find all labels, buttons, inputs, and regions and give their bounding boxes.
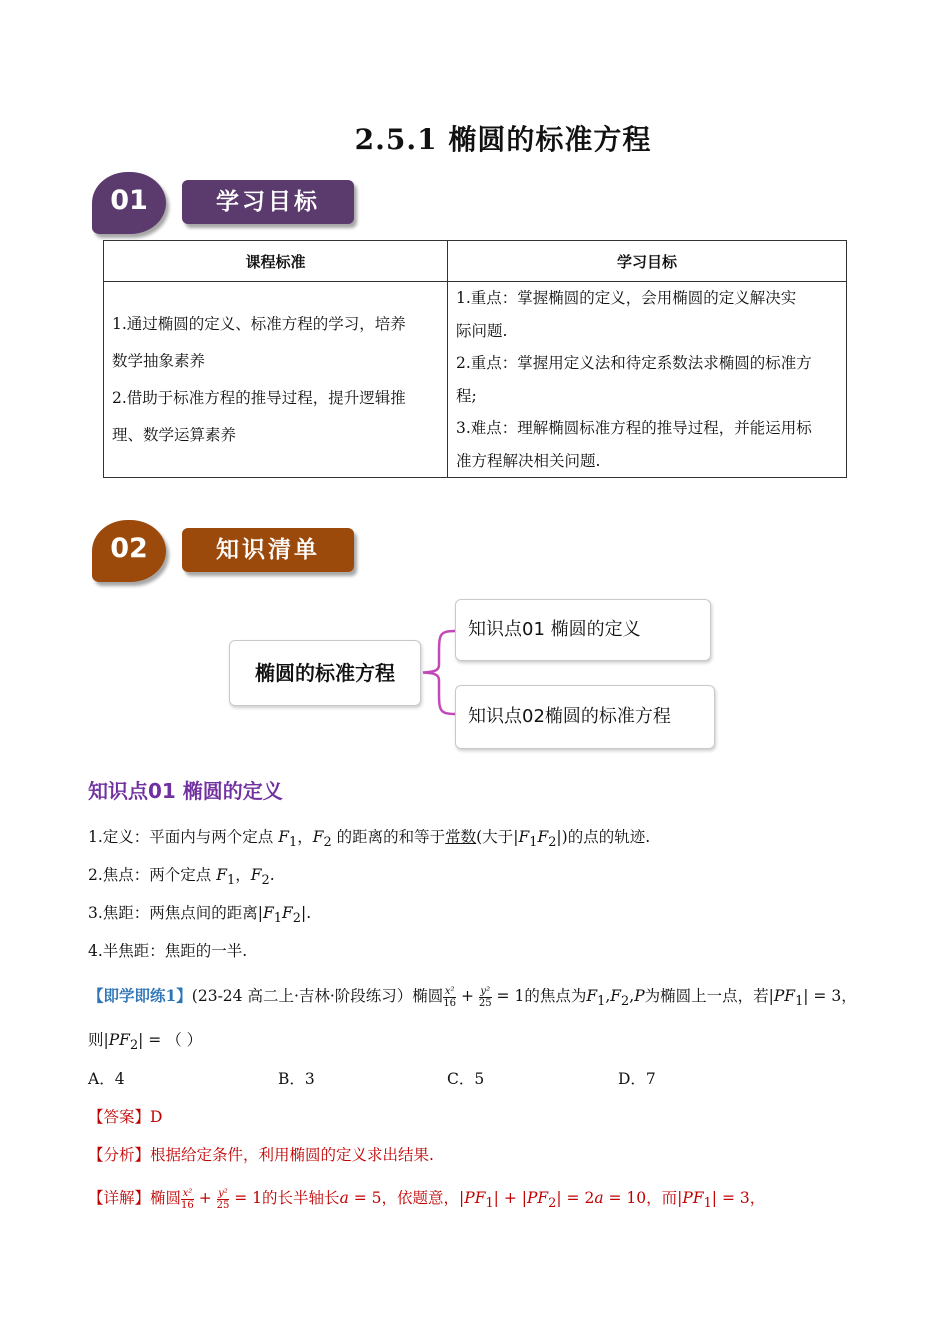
- analysis-line: [88, 1143, 434, 1165]
- exercise-question-line2: 则$|PF_2|$ = （ ）: [88, 1031, 203, 1054]
- text: 3.焦距：两焦点间的距离|: [88, 904, 264, 922]
- mindmap-leaf-label: 知识点02椭圆的标准方程: [468, 706, 671, 727]
- option-a: A．4: [88, 1070, 125, 1088]
- option-c: C．5: [447, 1070, 485, 1088]
- table-header: 课程标准: [104, 241, 448, 282]
- focus-line: 2.焦点：两个定点 $F_1$，$F_2$.: [88, 866, 275, 889]
- text: 椭圆: [150, 1189, 182, 1207]
- exercise-tag: 【即学即练1】: [88, 986, 192, 1005]
- text: 的长半轴长: [262, 1189, 340, 1207]
- section-label: 知识清单: [182, 528, 354, 572]
- cell-line: 2.借助于标准方程的推导过程，提升逻辑推: [112, 388, 406, 407]
- detail-line: 【详解】椭圆 $\frac{\text{x²}}{16}$ + $\frac{\text{y²}}{25}$ = 1的长半轴长a = 5，依题意，$|PF_1| + |PF_2| = 2a = 10$，而$|PF_1| = 3$，: [88, 1187, 766, 1212]
- cell-line: 际问题.: [456, 321, 508, 340]
- section-label: 学习目标: [182, 180, 354, 224]
- answer-tag: 【答案】: [88, 1108, 151, 1126]
- text: ，依题意，: [381, 1189, 460, 1207]
- text: 的焦点为: [524, 987, 587, 1005]
- cell-line: 3.难点：理解椭圆标准方程的推导过程，并能运用标: [456, 419, 812, 437]
- text: 2.焦点：两个定点: [88, 866, 217, 884]
- text: 1.定义：平面内与两个定点: [88, 828, 279, 846]
- cell-line: 准方程解决相关问题.: [456, 451, 601, 470]
- mindmap-leaf-label: 知识点01 椭圆的定义: [468, 619, 641, 640]
- text: ，而: [646, 1189, 678, 1207]
- answer-line: [88, 1105, 162, 1127]
- option-b: B．3: [278, 1070, 315, 1088]
- cell-line: 1.重点：掌握椭圆的定义，会用椭圆的定义解决实: [456, 289, 797, 307]
- text: 为椭圆上一点，若: [644, 987, 769, 1005]
- cell-line: 1.通过椭圆的定义、标准方程的学习，培养: [112, 314, 406, 333]
- section-number-badge: [92, 520, 166, 582]
- mindmap-root: 椭圆的标准方程: [229, 640, 421, 706]
- text: |)的点的轨迹.: [556, 828, 651, 846]
- exercise-question: 【即学即练1】(23-24 高二上·吉林·阶段练习）椭圆 $\frac{\text{x²}}{16}$ + $\frac{\text{y²}}{25}$ = 1的焦点为$F_1,F_2,P$为椭圆上一点，若$|PF_1| = 3$，: [88, 985, 857, 1010]
- table-cell-standards: [104, 282, 448, 478]
- cell-line: 程;: [456, 386, 477, 405]
- table-cell-goals: [448, 282, 847, 478]
- analysis-text: 根据给定条件，利用椭圆的定义求出结果.: [150, 1146, 434, 1164]
- focal-distance-line: 3.焦距：两焦点间的距离$|F_1F_2|$.: [88, 904, 312, 927]
- table-header: 学习目标: [448, 241, 847, 282]
- option-d: D．7: [618, 1070, 656, 1088]
- answer-value: D: [150, 1108, 163, 1126]
- goals-table: [103, 240, 847, 478]
- cell-line: 理、数学运算素养: [112, 425, 237, 444]
- detail-tag: 【详解】: [88, 1189, 151, 1207]
- cell-line: 2.重点：掌握用定义法和待定系数法求椭圆的标准方: [456, 354, 812, 372]
- section-number: 01: [110, 185, 148, 216]
- section-number: 02: [110, 533, 148, 564]
- mindmap-leaf: [455, 685, 715, 749]
- mindmap-leaf: [455, 599, 711, 661]
- mindmap-bracket: [419, 625, 459, 720]
- section-number-badge: [92, 172, 166, 234]
- exercise-source: (23-24 高二上·吉林·阶段练习）椭圆: [191, 987, 444, 1005]
- answer-blank: （ ）: [166, 1031, 203, 1049]
- text: 的距离的和等于: [336, 828, 446, 846]
- knowledge-point-heading: 知识点01 椭圆的定义: [88, 779, 283, 803]
- text: 常数: [445, 828, 477, 846]
- analysis-tag: 【分析】: [88, 1146, 151, 1164]
- page-title: 2.5.1 椭圆的标准方程: [354, 123, 652, 156]
- text: 则: [88, 1031, 104, 1049]
- cell-line: 数学抽象素养: [112, 351, 206, 370]
- half-focal-line: 4.半焦距：焦距的一半.: [88, 942, 248, 960]
- definition-line: 1.定义：平面内与两个定点 $F_1$，$F_2$ 的距离的和等于常数(大于$|F_1F_2|$)的点的轨迹.: [88, 828, 651, 851]
- text: (大于|: [476, 828, 519, 846]
